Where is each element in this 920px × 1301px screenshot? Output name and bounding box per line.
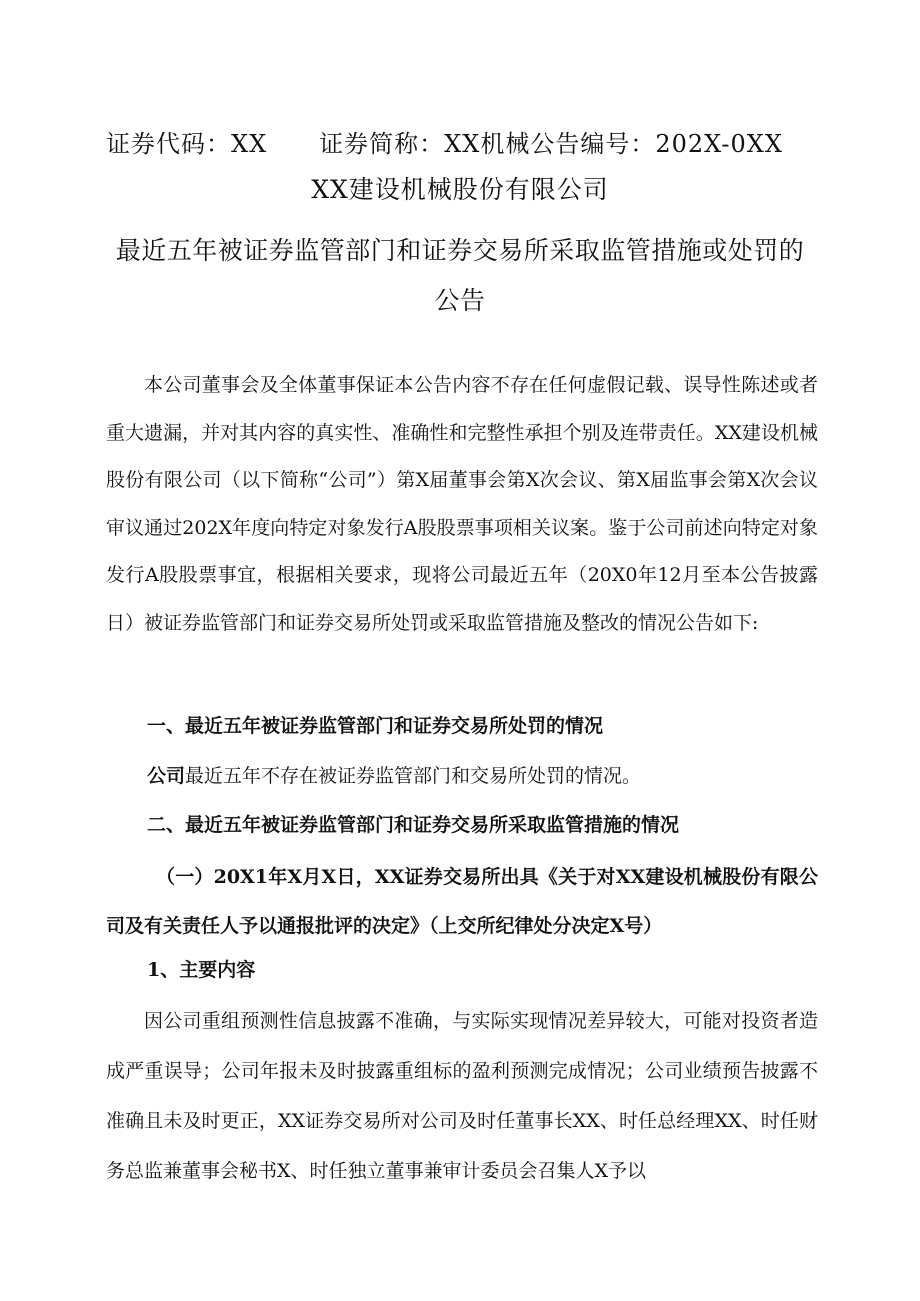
section-1-body [147,761,818,791]
stock-code: 证券代码：XX [106,130,268,158]
section-2-heading: 二、最近五年被证券监管部门和证券交易所采取监管措施的情况 [147,814,680,836]
company-name: XX建设机械股份有限公司 [311,175,609,204]
section-1-body-rest: 最近五年不存在被证券监管部门和交易所处罚的情况。 [185,765,642,787]
section-1-heading: 一、最近五年被证券监管部门和证券交易所处罚的情况 [147,715,604,737]
section-2-item-1-title: （一）20X1年X月X日，XX证券交易所出具《关于对XX建设机械股份有限公司及有关责任人予以通报批评的决定》（上交所纪律处分决定X号） [106,866,818,937]
stock-name-and-number: 证券简称：XX机械公告编号：202X-0XX [319,130,783,158]
main-content-paragraph: 因公司重组预测性信息披露不准确，与实际实现情况差异较大，可能对投资者造成严重误导；公司年报未及时披露重组标的盈利预测完成情况；公司业绩预告披露不准确且未及时更正，XX证券交易所对公司及时任董事长XX、时任总经理XX、时任财务总监兼董事会秘书X、时任独立董事兼审计委员会召集人X予以 [106,1010,818,1182]
main-content-subheading: 1、主要内容 [147,959,256,981]
announcement-title: 最近五年被证券监管部门和证券交易所采取监管措施或处罚的公告 [115,236,805,315]
announcement-header [106,128,783,160]
intro-paragraph: 本公司董事会及全体董事保证本公告内容不存在任何虚假记载、误导性陈述或者重大遗漏，并对其内容的真实性、准确性和完整性承担个别及连带责任。XX建设机械股份有限公司（以下简称“公司”）第X届董事会第X次会议、第X届监事会第X次会议审议通过202X年度向特定对象发行A股股票事项相关议案。鉴于公司前述向特定对象发行A股股票事宜，根据相关要求，现将公司最近五年（20X0年12月至本公告披露日）被证券监管部门和证券交易所处罚或采取监管措施及整改的情况公告如下: [106,374,818,634]
section-1-body-lead: 公司 [147,765,186,787]
